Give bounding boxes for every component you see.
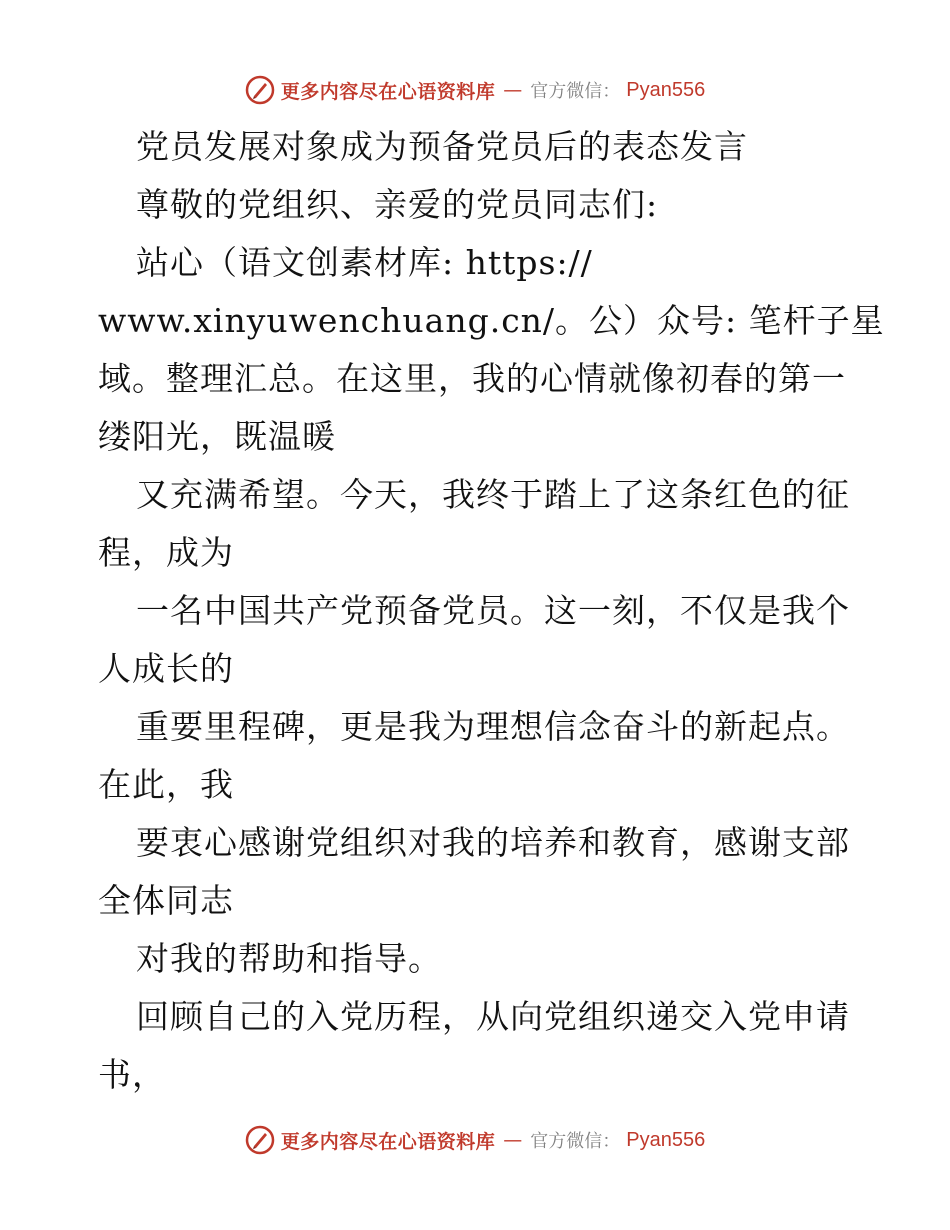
paragraph-line: 书， — [98, 1055, 166, 1094]
separator: — — [503, 79, 523, 101]
wechat-label: 官方微信： — [530, 1131, 621, 1152]
paragraph-line: 人成长的 — [98, 649, 234, 688]
paragraph-line: 对我的帮助和指导。 — [136, 939, 442, 978]
wechat-id: Pyan556 — [626, 78, 706, 101]
paragraph-line: 回顾自己的入党历程，从向党组织递交入党申请 — [136, 997, 850, 1036]
promo-text: 更多内容尽在心语资料库 — [280, 80, 496, 103]
paragraph-line: 程，成为 — [98, 533, 234, 572]
paragraph-line: 缕阳光，既温暖 — [98, 417, 336, 456]
paragraph-line: 一名中国共产党预备党员。这一刻，不仅是我个 — [136, 591, 850, 630]
paragraph-line: 要衷心感谢党组织对我的培养和教育，感谢支部 — [136, 823, 850, 862]
document-title: 党员发展对象成为预备党员后的表态发言 — [136, 127, 748, 166]
quill-logo-icon — [245, 1125, 275, 1155]
paragraph-line: 站心（语文创素材库: https:// — [136, 243, 593, 282]
footer-banner — [0, 1122, 950, 1158]
paragraph-line: 在此，我 — [98, 765, 234, 804]
separator: — — [503, 1129, 523, 1151]
header-banner — [0, 72, 950, 108]
paragraph-line: www.xinyuwenchuang.cn/。公）众号: 笔杆子星 — [98, 301, 885, 340]
paragraph-line: 重要里程碑，更是我为理想信念奋斗的新起点。 — [136, 707, 850, 746]
paragraph-line: 全体同志 — [98, 881, 234, 920]
quill-logo-icon — [245, 75, 275, 105]
wechat-id: Pyan556 — [626, 1128, 706, 1151]
paragraph-line: 又充满希望。今天，我终于踏上了这条红色的征 — [136, 475, 850, 514]
promo-text: 更多内容尽在心语资料库 — [280, 1130, 496, 1153]
document-body — [98, 118, 885, 1104]
salutation: 尊敬的党组织、亲爱的党员同志们: — [136, 185, 659, 224]
wechat-label: 官方微信： — [530, 81, 621, 102]
paragraph-line: 域。整理汇总。在这里，我的心情就像初春的第一 — [98, 359, 846, 398]
